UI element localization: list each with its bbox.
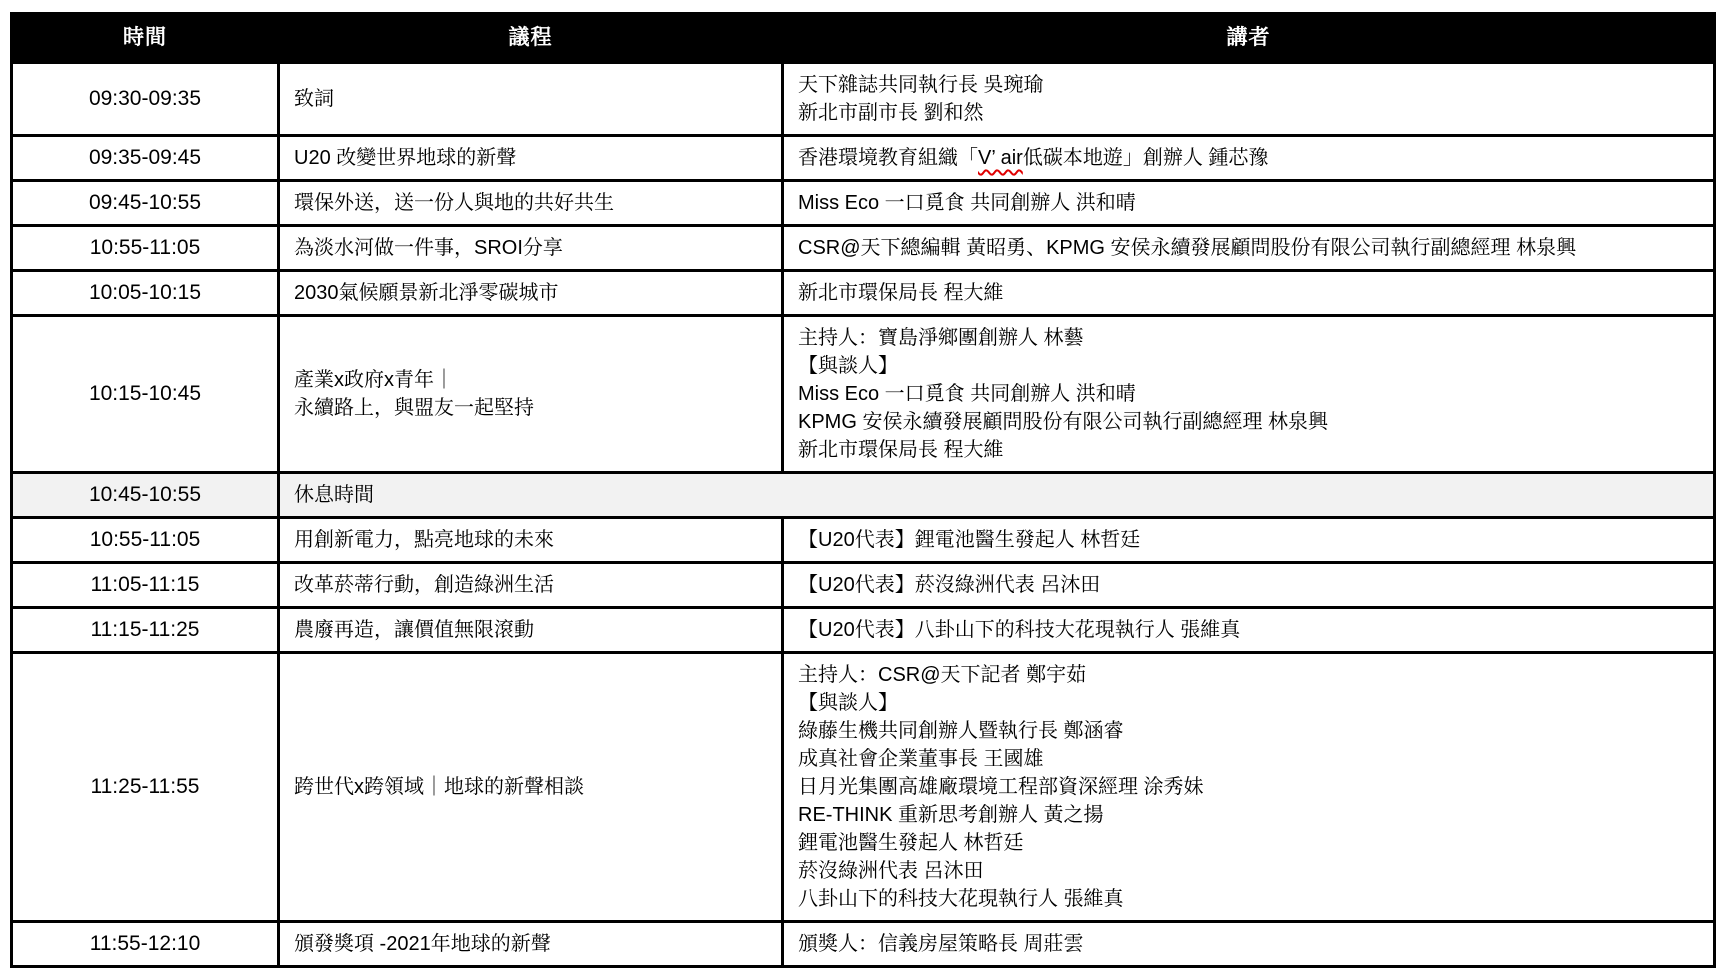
table-row bbox=[12, 608, 1715, 653]
time-cell bbox=[12, 563, 279, 608]
speaker-line: 主持人：CSR@天下記者 鄭宇茹 bbox=[798, 664, 1087, 686]
table-row bbox=[12, 316, 1715, 473]
speaker-line: 【U20代表】八卦山下的科技大花現執行人 張維真 bbox=[798, 619, 1241, 641]
speaker-line: 頒獎人：信義房屋策略長 周莊雲 bbox=[798, 933, 1084, 955]
time-cell bbox=[12, 181, 279, 226]
agenda-line: 農廢再造，讓價值無限滾動 bbox=[294, 619, 534, 641]
agenda-cell bbox=[279, 136, 783, 181]
speaker-cell bbox=[783, 608, 1715, 653]
speaker-cell bbox=[783, 653, 1715, 922]
speaker-line: 新北市環保局長 程大維 bbox=[798, 282, 1004, 304]
spellcheck-squiggle: V’ air bbox=[978, 147, 1023, 169]
time-cell bbox=[12, 653, 279, 922]
speaker-cell bbox=[783, 922, 1715, 967]
speaker-line: 成真社會企業董事長 王國雄 bbox=[798, 748, 1044, 770]
time-cell bbox=[12, 271, 279, 316]
speaker-line: 【與談人】 bbox=[798, 692, 898, 714]
agenda-line: 跨世代x跨領域｜地球的新聲相談 bbox=[294, 776, 584, 798]
time-line: 10:55-11:05 bbox=[89, 236, 201, 259]
speaker-cell bbox=[783, 181, 1715, 226]
agenda-cell bbox=[279, 518, 783, 563]
time-cell bbox=[12, 226, 279, 271]
speaker-line: CSR@天下總編輯 黃昭勇、KPMG 安侯永續發展顧問股份有限公司執行副總經理 林泉興 bbox=[798, 237, 1577, 259]
column-header-agenda: 議程 bbox=[279, 14, 783, 63]
time-line: 11:55-12:10 bbox=[89, 932, 201, 955]
speaker-line: Miss Eco 一口覓食 共同創辦人 洪和晴 bbox=[798, 383, 1136, 405]
header-row bbox=[12, 14, 1715, 63]
table-row bbox=[12, 473, 1715, 518]
text-part: 香港環境教育組織「 bbox=[798, 147, 978, 169]
time-line: 10:55-11:05 bbox=[89, 528, 201, 551]
agenda-line: 環保外送，送一份人與地的共好共生 bbox=[294, 192, 614, 214]
agenda-line: 為淡水河做一件事，SROI分享 bbox=[294, 237, 563, 259]
speaker-cell bbox=[783, 136, 1715, 181]
time-cell bbox=[12, 473, 279, 518]
speaker-line: 主持人：寶島淨鄉團創辦人 林藝 bbox=[798, 327, 1084, 349]
table-row bbox=[12, 181, 1715, 226]
speaker-line: KPMG 安侯永續發展顧問股份有限公司執行副總經理 林泉興 bbox=[798, 411, 1329, 433]
speaker-line: 菸沒綠洲代表 呂沐田 bbox=[798, 860, 984, 882]
speaker-line: 鋰電池醫生發起人 林哲廷 bbox=[798, 832, 1024, 854]
table-row bbox=[12, 136, 1715, 181]
speaker-line: Miss Eco 一口覓食 共同創辦人 洪和晴 bbox=[798, 192, 1136, 214]
speaker-cell bbox=[783, 316, 1715, 473]
table-row bbox=[12, 226, 1715, 271]
agenda-line: 2030氣候願景新北淨零碳城市 bbox=[294, 282, 559, 304]
time-cell bbox=[12, 608, 279, 653]
column-header-time: 時間 bbox=[12, 14, 279, 63]
column-header-speakers: 講者 bbox=[783, 14, 1715, 63]
time-line: 10:05-10:15 bbox=[88, 281, 202, 304]
speaker-cell bbox=[783, 63, 1715, 136]
speaker-line: 新北市環保局長 程大維 bbox=[798, 439, 1004, 461]
speaker-line: 日月光集團高雄廠環境工程部資深經理 涂秀妹 bbox=[798, 776, 1204, 798]
table-row bbox=[12, 63, 1715, 136]
time-line: 11:25-11:55 bbox=[90, 775, 200, 798]
agenda-line: 用創新電力，點亮地球的未來 bbox=[294, 529, 554, 551]
table-row bbox=[12, 922, 1715, 967]
time-line: 09:30-09:35 bbox=[88, 87, 202, 110]
agenda-line: 頒發獎項 -2021年地球的新聲 bbox=[294, 933, 551, 955]
time-cell bbox=[12, 316, 279, 473]
speaker-line: 【U20代表】菸沒綠洲代表 呂沐田 bbox=[798, 574, 1101, 596]
agenda-line: 休息時間 bbox=[294, 484, 374, 506]
time-line: 10:45-10:55 bbox=[88, 483, 202, 506]
speaker-cell bbox=[783, 518, 1715, 563]
time-cell bbox=[12, 922, 279, 967]
speaker-line: 綠藤生機共同創辦人暨執行長 鄭涵睿 bbox=[798, 720, 1124, 742]
agenda-cell bbox=[279, 608, 783, 653]
time-cell bbox=[12, 518, 279, 563]
schedule-table-body bbox=[12, 63, 1715, 967]
agenda-line: U20 改變世界地球的新聲 bbox=[294, 147, 517, 169]
table-row bbox=[12, 563, 1715, 608]
agenda-cell bbox=[279, 226, 783, 271]
text-part: 低碳本地遊」創辦人 鍾芯豫 bbox=[1022, 147, 1269, 169]
agenda-cell bbox=[279, 922, 783, 967]
speaker-line bbox=[798, 144, 1699, 172]
time-line: 09:45-10:55 bbox=[88, 191, 202, 214]
schedule-table bbox=[10, 12, 1716, 968]
speaker-line: 【U20代表】鋰電池醫生發起人 林哲廷 bbox=[798, 529, 1141, 551]
speaker-line: 天下雜誌共同執行長 吳琬瑜 bbox=[798, 74, 1044, 96]
agenda-line: 永續路上，與盟友一起堅持 bbox=[294, 397, 534, 419]
time-line: 10:15-10:45 bbox=[88, 382, 202, 405]
agenda-cell bbox=[279, 63, 783, 136]
table-row bbox=[12, 271, 1715, 316]
time-cell bbox=[12, 63, 279, 136]
time-line: 11:15-11:25 bbox=[90, 618, 200, 641]
agenda-line: 改革菸蒂行動，創造綠洲生活 bbox=[294, 574, 554, 596]
speaker-line: 新北市副市長 劉和然 bbox=[798, 102, 984, 124]
agenda-cell bbox=[279, 316, 783, 473]
speaker-cell bbox=[783, 271, 1715, 316]
agenda-cell bbox=[279, 563, 783, 608]
agenda-line: 致詞 bbox=[294, 88, 334, 110]
table-row bbox=[12, 518, 1715, 563]
time-line: 11:05-11:15 bbox=[90, 573, 200, 596]
table-header bbox=[12, 14, 1715, 63]
time-line: 09:35-09:45 bbox=[88, 146, 202, 169]
agenda-cell bbox=[279, 271, 783, 316]
speaker-line: 【與談人】 bbox=[798, 355, 898, 377]
agenda-cell bbox=[279, 181, 783, 226]
table-row bbox=[12, 653, 1715, 922]
time-cell bbox=[12, 136, 279, 181]
speaker-line: RE-THINK 重新思考創辦人 黃之揚 bbox=[798, 804, 1104, 826]
speaker-line: 八卦山下的科技大花現執行人 張維真 bbox=[798, 888, 1124, 910]
agenda-line: 產業x政府x青年｜ bbox=[294, 369, 454, 391]
speaker-cell bbox=[783, 563, 1715, 608]
agenda-cell bbox=[279, 473, 1715, 518]
speaker-cell bbox=[783, 226, 1715, 271]
agenda-cell bbox=[279, 653, 783, 922]
